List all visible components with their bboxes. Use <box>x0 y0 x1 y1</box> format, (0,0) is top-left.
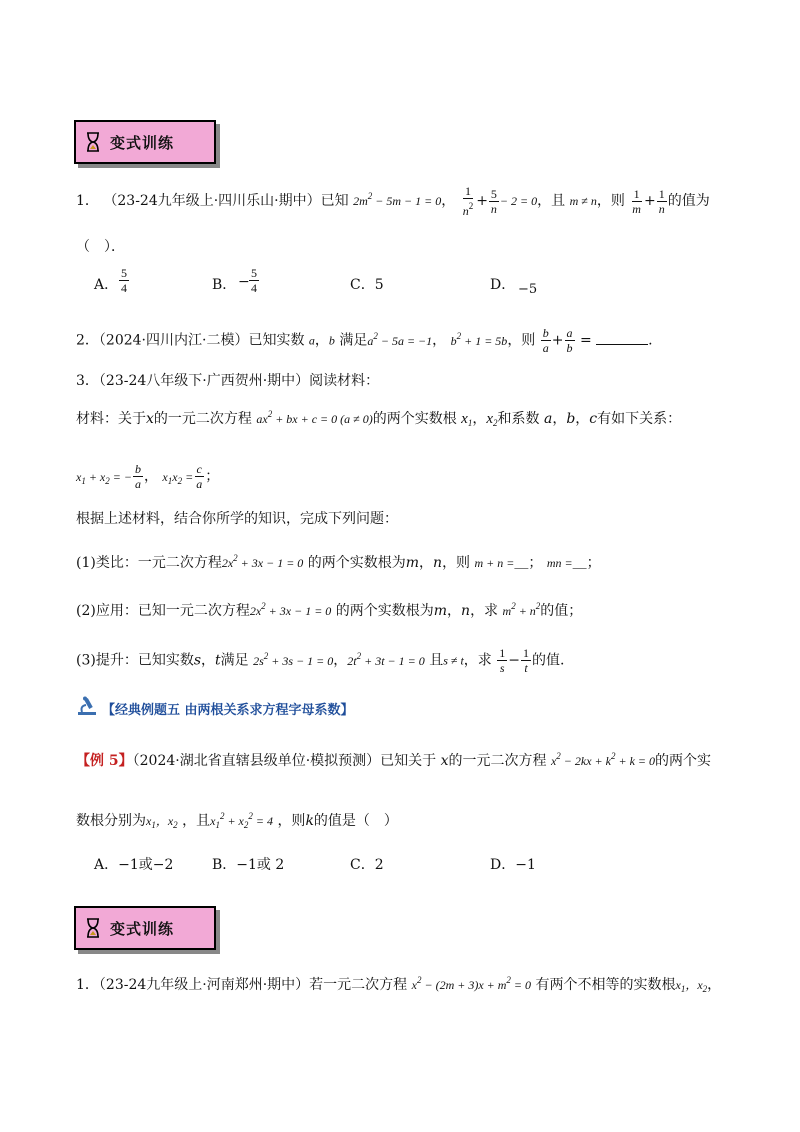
option-d-value: −5 <box>518 282 538 297</box>
question-1-line1: 1． （23-24九年级上·四川乐山·期中）已知 $2m^2 - 5m - 1 = 0$， $\frac{1}{n^2}$ + $\frac{5}{n}$ − 2 = 0，且 m ≠ n，则 $\frac{1}{m}$ + $\frac{1}{n}$ 的值为 <box>76 184 710 218</box>
question-number: 1． <box>76 193 99 209</box>
option-c: C．5 <box>350 277 384 293</box>
hourglass-icon <box>76 918 110 938</box>
question-3-part2: (2)应用：已知一元二次方程$2x^2 + 3x - 1 = 0$ 的两个实数根为m，n，求 $m^2 + n^2$的值； <box>76 601 583 619</box>
banner-label: 变式训练 <box>110 133 175 152</box>
variant-training-banner-1 <box>74 120 216 164</box>
option-d-label: D． <box>490 277 516 293</box>
option-d: D．−1 <box>490 857 536 873</box>
option-a-value: 5 4 <box>121 266 127 295</box>
option-b: B．−1或 2 <box>212 857 285 873</box>
equation: $2m^2 - 5m - 1 = 0$ <box>353 191 442 208</box>
question-1-paren: （ ）． <box>76 239 125 255</box>
question-4: 1．（23-24九年级上·河南郑州·期中）若一元二次方程 $x^2 - (2m + 3)x + m^2 = 0$ 有两个不相等的实数根$x_1$，$x_2$， <box>76 975 722 994</box>
section-header: 【经典例题五 由两根关系求方程字母系数】 <box>76 696 354 720</box>
option-b-label: B． <box>212 277 237 293</box>
fraction: $\frac{1}{n^2}$ <box>462 184 474 218</box>
blank-2[interactable]: ＿； <box>572 555 601 571</box>
example-5-line1: 【例 5】（2024·湖北省直辖县级单位·模拟预测）已知关于 x的一元二次方程 $x^2 - 2kx + k^2 + k = 0$的两个实 <box>76 751 712 769</box>
variant-training-banner-2 <box>74 906 216 950</box>
question-2: 2．（2024·四川内江·二模）已知实数 a，b 满足$a^2 - 5a = -1$， $b^2 + 1 = 5b$，则 $\frac{b}{a}$ + $\frac{a}{b}$ = . <box>76 326 653 355</box>
question-3-part3: (3)提升：已知实数s，t满足 $2s^2 + 3s - 1 = 0$，$2t^2 + 3t - 1 = 0$ 且s ≠ t，求 $\frac{1}{s}$ − $\frac{1}{t}$ 的值. <box>76 646 565 675</box>
vieta-formulas: $x_1 + x_2$ = − $\frac{b}{a}$ ， $x_1x_2$ = $\frac{c}{a}$ ； <box>76 462 220 491</box>
banner-label: 变式训练 <box>110 919 175 938</box>
option-a: A．−1或−2 <box>94 857 174 873</box>
question-3-material: 材料：关于x的一元二次方程 $ax^2$ + bx + c = 0 (a ≠ 0)的两个实数根 $x_1$，$x_2$和系数 a，b，c有如下关系： <box>76 409 682 428</box>
question-3-intro: 根据上述材料，结合你所学的知识，完成下列问题： <box>76 511 398 527</box>
question-source: （23-24九年级上·四川乐山·期中）已知 <box>103 193 349 209</box>
question-3-title: 3．（23-24八年级下·广西贺州·期中）阅读材料： <box>76 373 380 389</box>
option-a-label: A． <box>94 277 119 293</box>
fraction: $\frac{5}{n}$ <box>490 186 497 216</box>
hourglass-icon <box>76 132 110 152</box>
option-b-value: 5 4 <box>251 266 257 295</box>
example-5-line2: 数根分别为$x_1$，$x_2$ ，且$x_1^2 + x_2^2 = 4$ ，则k的值是（ ） <box>76 811 398 830</box>
microscope-icon <box>76 696 98 720</box>
answer-blank[interactable] <box>596 336 648 345</box>
option-c: C．2 <box>350 857 384 873</box>
question-3-part1: (1)类比：一元二次方程$2x^2 + 3x - 1 = 0$ 的两个实数根为m，n，则 m + n =＿； mn =＿； <box>76 553 601 571</box>
blank-1[interactable]: ＿； <box>514 555 543 571</box>
